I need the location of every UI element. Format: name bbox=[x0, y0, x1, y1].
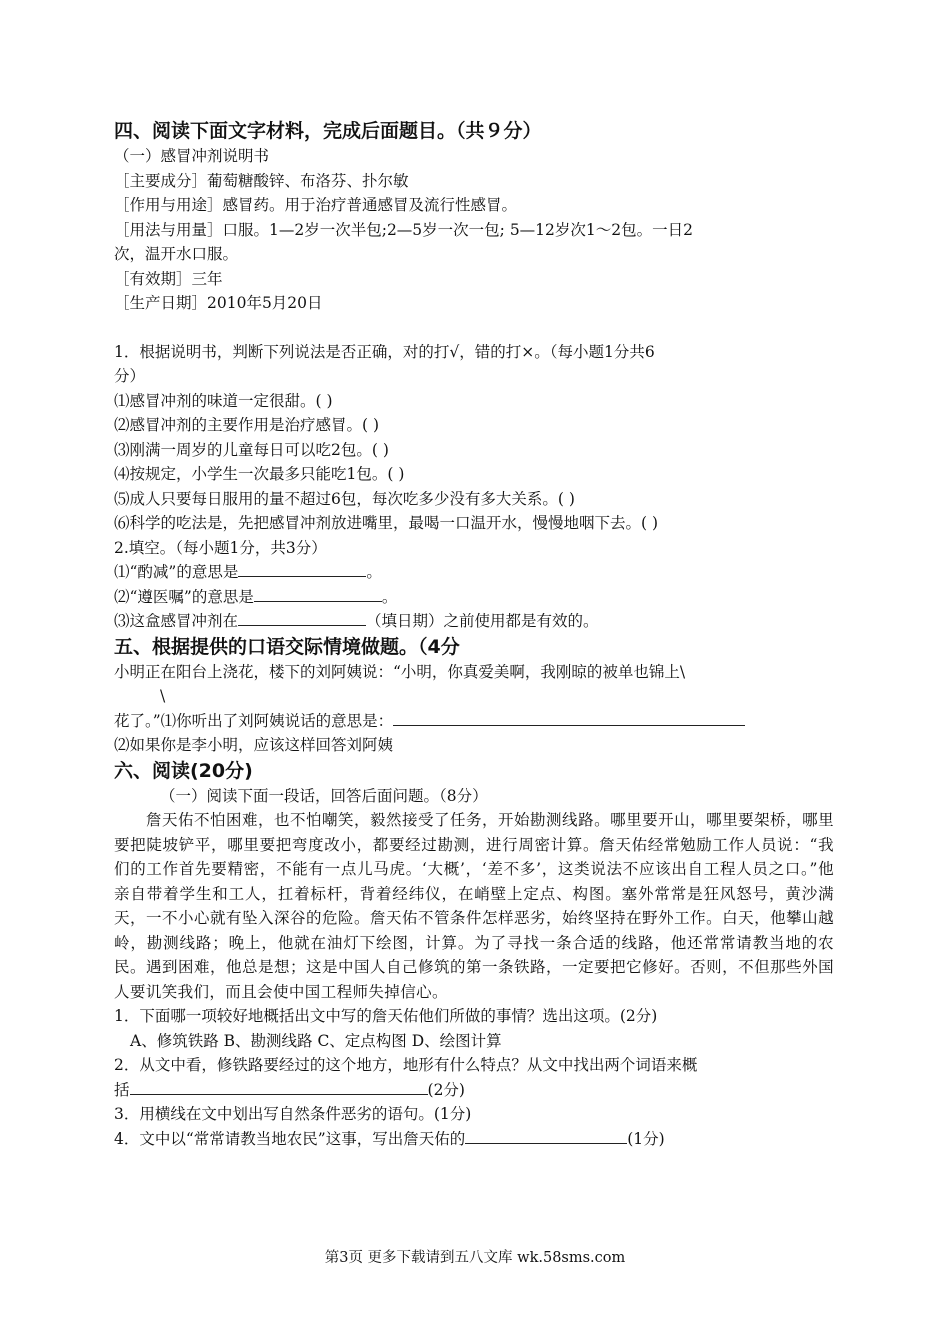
scenario-line: 小明正在阳台上浇花，楼下的刘阿姨说：“小明，你真爱美啊，我刚晾的被单也锦上\ bbox=[114, 662, 686, 681]
reading-question-3: 3．用横线在文中划出写自然条件恶劣的语句。(1分) bbox=[114, 1105, 472, 1123]
answer-blank[interactable] bbox=[238, 561, 366, 577]
reading-question-4 bbox=[114, 1127, 834, 1152]
section-4-heading: 四、阅读下面文字材料，完成后面题目。（共９分） bbox=[114, 120, 542, 142]
instruction-line: ［有效期］三年 bbox=[114, 269, 223, 288]
fill-item-text: 。 bbox=[381, 587, 398, 606]
fill-item-text: （填日期）之前使用都是有效的。 bbox=[366, 612, 599, 630]
judgement-item: ⑵感冒冲剂的主要作用是治疗感冒。( ) bbox=[114, 416, 380, 434]
reading-question-1-options: A、修筑铁路 B、勘测线路 C、定点构图 D、绘图计算 bbox=[130, 1031, 502, 1050]
answer-blank[interactable] bbox=[254, 586, 382, 602]
reading-subheading: （一）阅读下面一段话，回答后面问题。（8分） bbox=[160, 786, 488, 805]
question-2-prompt: 2.填空。（每小题1分，共3分） bbox=[114, 538, 327, 557]
question-1-prompt-cont: 分） bbox=[114, 367, 146, 385]
fill-item-text: ⑵“遵医嘱”的意思是 bbox=[114, 587, 254, 606]
answer-blank[interactable] bbox=[393, 710, 745, 726]
question-text: 括 bbox=[114, 1080, 130, 1099]
fill-item-text: ⑶这盒感冒冲剂在 bbox=[114, 612, 239, 630]
reading-passage: 詹天佑不怕困难，也不怕嘲笑，毅然接受了任务，开始勘测线路。哪里要开山，哪里要架桥，哪里要把陡坡铲平，哪里要把弯度改小，都要经过勘测，进行周密计算。詹天佑经常勉励工作人员说：“我们的工作首先要精密，不能有一点儿马虎。‘大概’，‘差不多’，这类说法不应该出自工程人员之口。”他亲自带着学生和工人，扛着标杆，背着经纬仪，在峭壁上定点、构图。塞外常常是狂风怒号，黄沙满天，一不小心就有坠入深谷的危险。詹天佑不管条件怎样恶劣，始终坚持在野外工作。白天，他攀山越岭，勘测线路；晚上，他就在油灯下绘图，计算。为了寻找一条合适的线路，他还常常请教当地的农民。遇到困难，他总是想；这是中国人自己修筑的第一条铁路，一定要把它修好。否则，不但那些外国人要讥笑我们，而且会使中国工程师失掉信心。 bbox=[114, 811, 834, 1001]
fill-item bbox=[114, 560, 834, 585]
scenario-line: \ bbox=[160, 687, 166, 705]
instruction-line: ［用法与用量］口服。1—2岁一次半包;2—5岁一次一包; 5—12岁次1～2包。一日2 bbox=[114, 220, 693, 239]
scenario-line: ⑵如果你是李小明，应该这样回答刘阿姨 bbox=[114, 736, 394, 754]
section-6-heading: 六、阅读(20分) bbox=[114, 759, 253, 782]
judgement-item: ⑹科学的吃法是，先把感冒冲剂放进嘴里，最喝一口温开水，慢慢地咽下去。( ) bbox=[114, 514, 659, 532]
judgement-item: ⑶刚满一周岁的儿童每日可以吃2包。( ) bbox=[114, 440, 389, 459]
reading-question-2-cont bbox=[114, 1078, 834, 1103]
question-1-prompt: 1．根据说明书，判断下列说法是否正确，对的打√，错的打×。（每小题1分共6 bbox=[114, 342, 655, 361]
instruction-line: ［作用与用途］感冒药。用于治疗普通感冒及流行性感冒。 bbox=[114, 196, 518, 214]
question-text: (2分) bbox=[427, 1080, 465, 1099]
answer-blank[interactable] bbox=[238, 610, 366, 626]
judgement-item: ⑴感冒冲剂的味道一定很甜。( ) bbox=[114, 391, 333, 410]
section-5-heading: 五、根据提供的口语交际情境做题。（4分 bbox=[114, 635, 460, 658]
page-footer: 第3页 更多下载请到五八文库 wk.58sms.com bbox=[324, 1250, 626, 1266]
fill-item-text: 。 bbox=[366, 563, 382, 581]
question-text: (1分) bbox=[627, 1129, 665, 1148]
answer-blank[interactable] bbox=[130, 1079, 428, 1095]
question-text: 4．文中以“常常请教当地农民”这事，写出詹天佑的 bbox=[114, 1129, 466, 1148]
instruction-line: ［主要成分］葡萄糖酸锌、布洛芬、扑尔敏 bbox=[114, 171, 409, 190]
judgement-item: ⑸成人只要每日服用的量不超过6包，每次吃多少没有多大关系。( ) bbox=[114, 489, 575, 508]
instruction-line: （一）感冒冲剂说明书 bbox=[114, 147, 270, 165]
fill-item bbox=[114, 609, 834, 634]
worksheet-page bbox=[114, 118, 834, 1151]
instruction-line: ［生产日期］2010年5月20日 bbox=[114, 294, 323, 312]
fill-item-text: ⑴“酌减”的意思是 bbox=[114, 563, 239, 581]
scenario-text: 花了。”⑴你听出了刘阿姨说话的意思是： bbox=[114, 711, 394, 730]
fill-item bbox=[114, 585, 834, 610]
answer-blank[interactable] bbox=[465, 1128, 627, 1144]
instruction-line: 次，温开水口服。 bbox=[114, 245, 239, 263]
judgement-item: ⑷按规定，小学生一次最多只能吃1包。( ) bbox=[114, 465, 405, 483]
reading-question-2: 2．从文中看，修铁路要经过的这个地方，地形有什么特点？从文中找出两个词语来概 bbox=[114, 1056, 698, 1074]
scenario-line bbox=[114, 709, 834, 734]
reading-question-1: 1．下面哪一项较好地概括出文中写的詹天佑他们所做的事情？选出这项。(2分) bbox=[114, 1007, 658, 1025]
